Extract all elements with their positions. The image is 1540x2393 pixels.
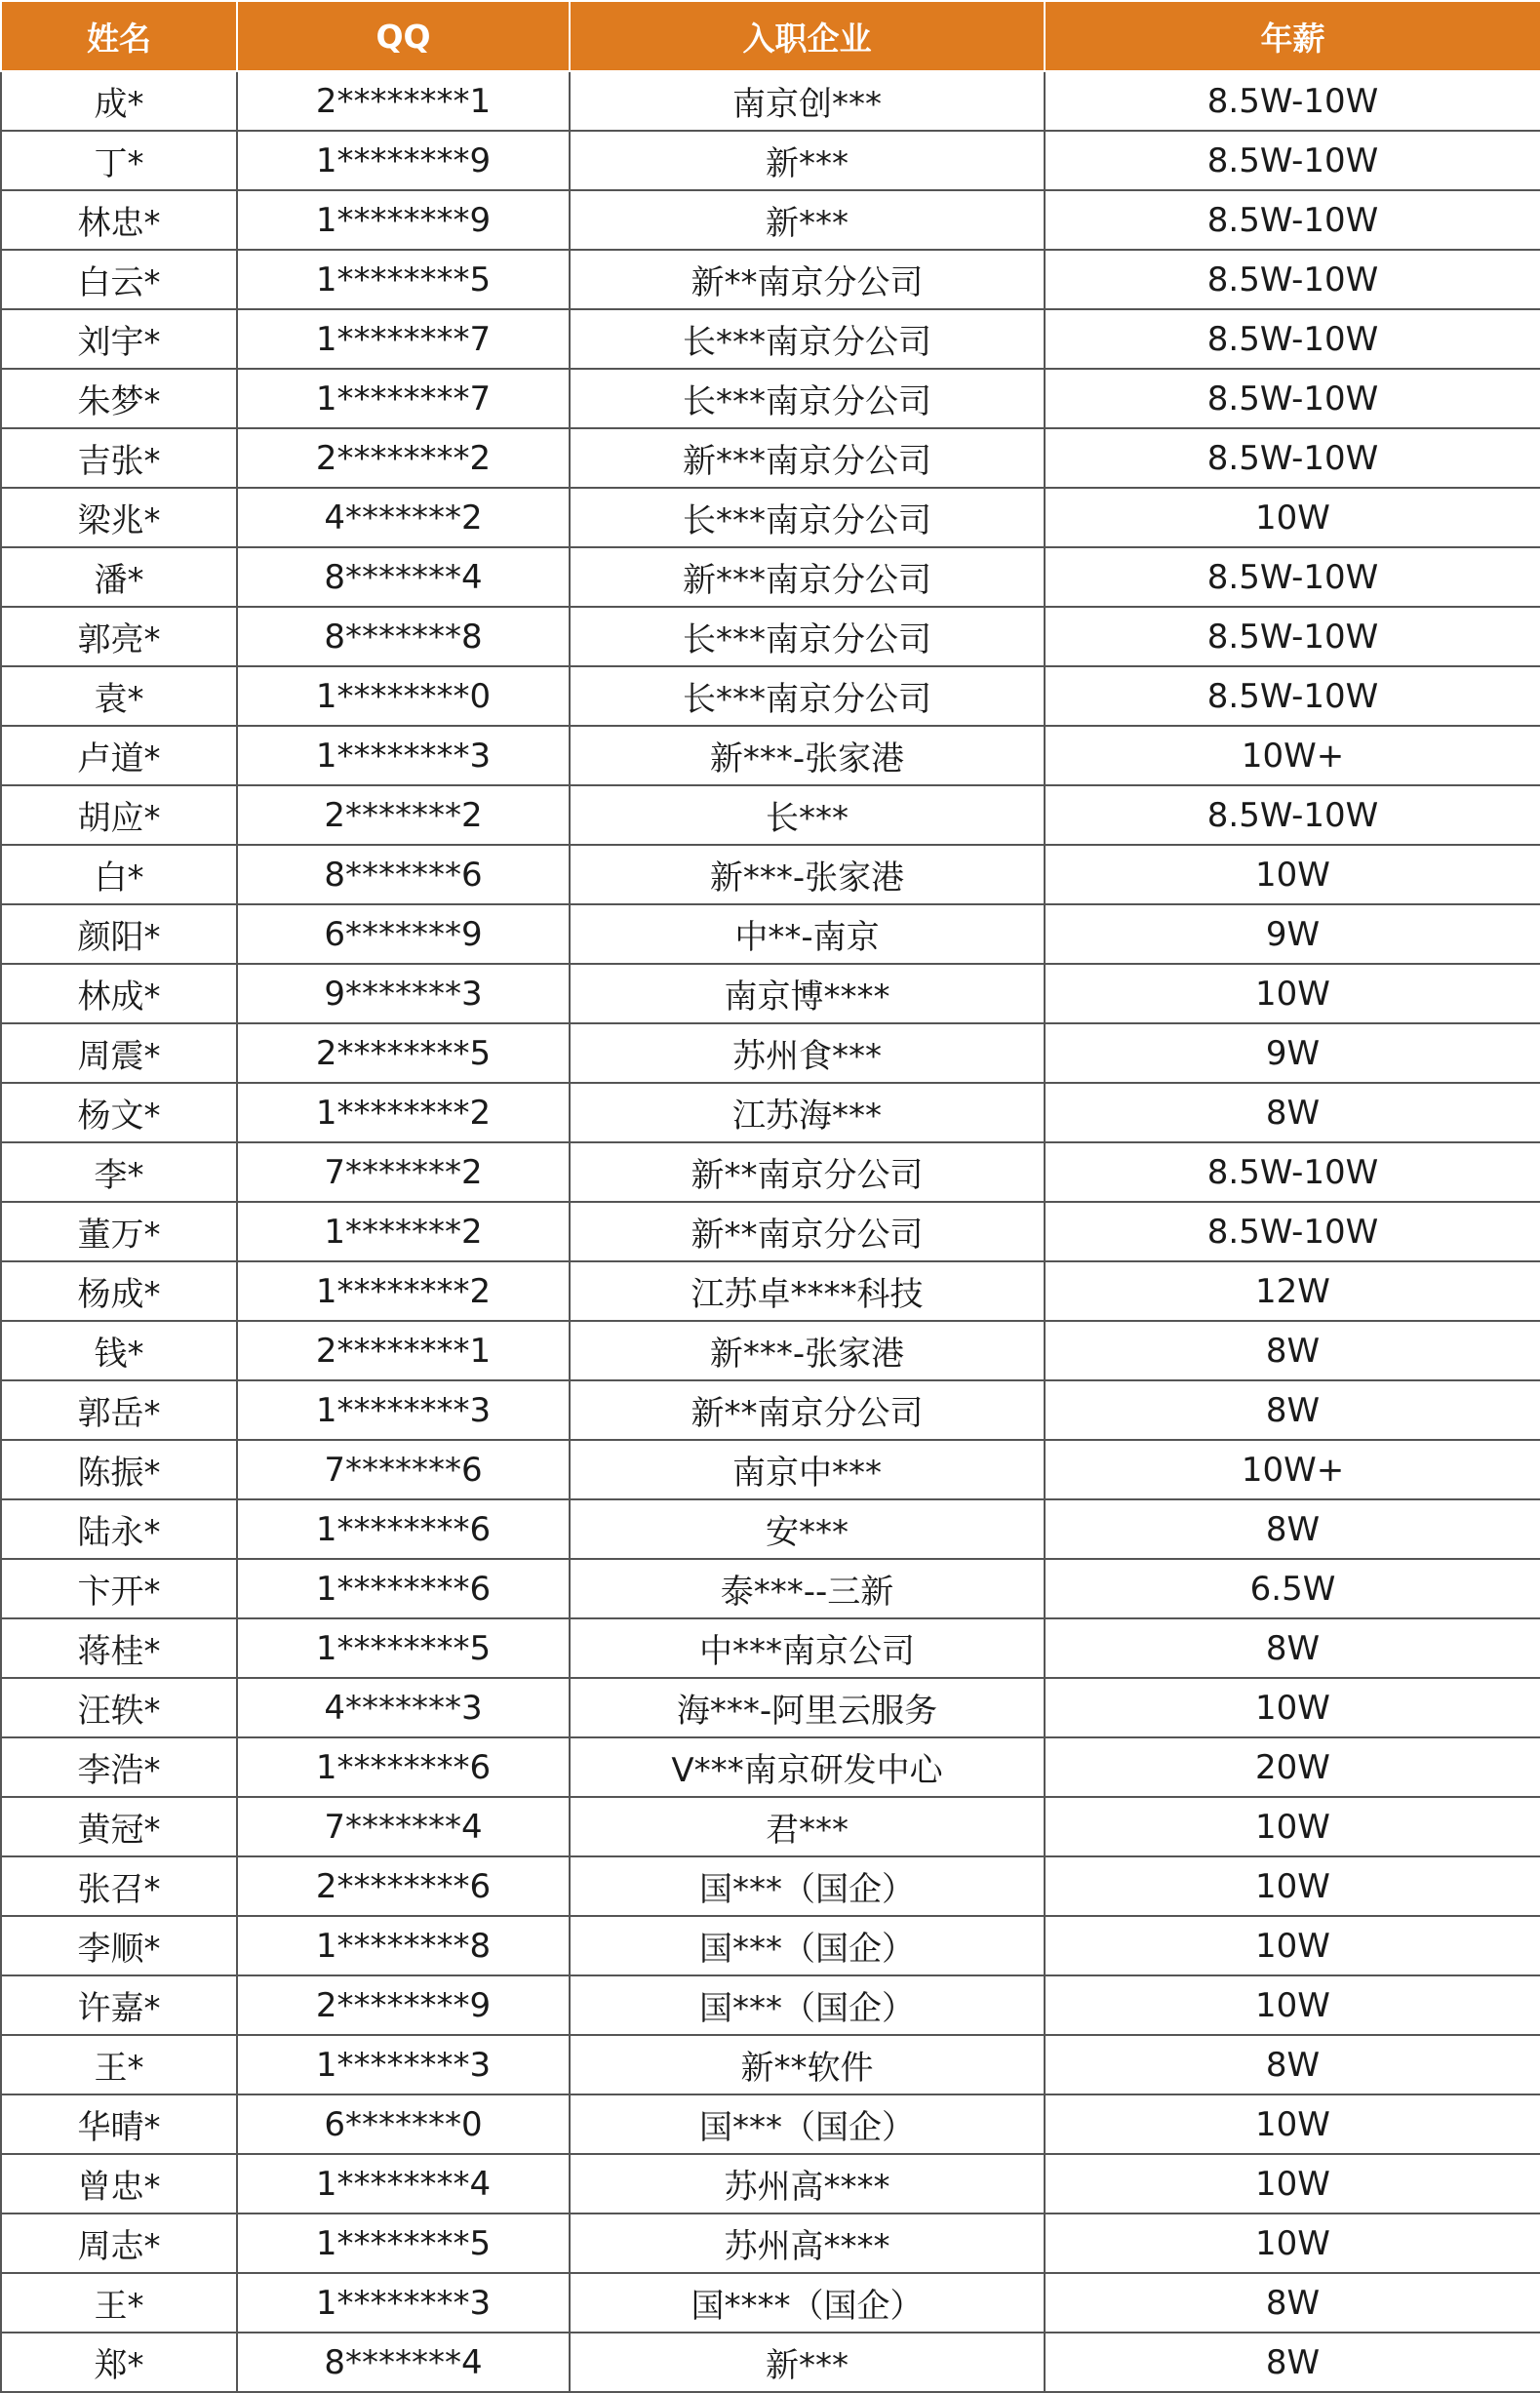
cell-salary: 10W <box>1045 964 1540 1023</box>
cell-company: 长***南京分公司 <box>570 369 1045 428</box>
cell-name: 潘* <box>1 547 237 607</box>
cell-company: 新**南京分公司 <box>570 1202 1045 1261</box>
cell-salary: 8W <box>1045 1499 1540 1559</box>
cell-salary: 8W <box>1045 2035 1540 2094</box>
cell-company: 新*** <box>570 2333 1045 2392</box>
table-row <box>1 845 1540 904</box>
cell-qq: 1********6 <box>237 1737 570 1797</box>
cell-name: 白云* <box>1 250 237 309</box>
cell-qq: 8*******8 <box>237 607 570 666</box>
table-row <box>1 1856 1540 1916</box>
cell-salary: 8W <box>1045 1083 1540 1142</box>
cell-qq: 6*******9 <box>237 904 570 964</box>
cell-salary: 8W <box>1045 1380 1540 1440</box>
cell-salary: 10W <box>1045 2094 1540 2154</box>
header-salary: 年薪 <box>1045 1 1540 71</box>
cell-qq: 7*******6 <box>237 1440 570 1499</box>
cell-company: 国***（国企） <box>570 1856 1045 1916</box>
cell-salary: 8.5W-10W <box>1045 131 1540 190</box>
table-row <box>1 1559 1540 1618</box>
cell-salary: 20W <box>1045 1737 1540 1797</box>
cell-qq: 4*******3 <box>237 1678 570 1737</box>
cell-salary: 8W <box>1045 2273 1540 2333</box>
table-row <box>1 1499 1540 1559</box>
cell-company: 新**南京分公司 <box>570 1142 1045 1202</box>
cell-company: 南京创*** <box>570 71 1045 131</box>
cell-qq: 1********9 <box>237 190 570 250</box>
cell-qq: 1********5 <box>237 1618 570 1678</box>
table-header <box>1 1 1540 71</box>
cell-salary: 8.5W-10W <box>1045 547 1540 607</box>
cell-name: 胡应* <box>1 785 237 845</box>
table-row <box>1 547 1540 607</box>
cell-name: 颜阳* <box>1 904 237 964</box>
cell-name: 卢道* <box>1 726 237 785</box>
cell-name: 白* <box>1 845 237 904</box>
table-row <box>1 1142 1540 1202</box>
table-row <box>1 1975 1540 2035</box>
cell-salary: 8.5W-10W <box>1045 785 1540 845</box>
cell-qq: 1********3 <box>237 2035 570 2094</box>
cell-salary: 8.5W-10W <box>1045 190 1540 250</box>
cell-qq: 1********3 <box>237 1380 570 1440</box>
cell-qq: 1********8 <box>237 1916 570 1975</box>
cell-salary: 10W <box>1045 1916 1540 1975</box>
table-row <box>1 2333 1540 2392</box>
table-row <box>1 1678 1540 1737</box>
cell-salary: 9W <box>1045 904 1540 964</box>
cell-qq: 2********1 <box>237 71 570 131</box>
cell-company: 苏州高**** <box>570 2214 1045 2273</box>
cell-salary: 10W <box>1045 1856 1540 1916</box>
cell-name: 郭亮* <box>1 607 237 666</box>
cell-qq: 1********5 <box>237 2214 570 2273</box>
header-row <box>1 1 1540 71</box>
cell-qq: 1********9 <box>237 131 570 190</box>
cell-salary: 10W <box>1045 1797 1540 1856</box>
cell-name: 汪轶* <box>1 1678 237 1737</box>
cell-qq: 1********6 <box>237 1559 570 1618</box>
cell-name: 李顺* <box>1 1916 237 1975</box>
cell-name: 李* <box>1 1142 237 1202</box>
cell-company: 中**-南京 <box>570 904 1045 964</box>
cell-company: 新**南京分公司 <box>570 250 1045 309</box>
cell-name: 吉张* <box>1 428 237 488</box>
cell-name: 杨成* <box>1 1261 237 1321</box>
cell-company: 苏州高**** <box>570 2154 1045 2214</box>
cell-qq: 1********3 <box>237 726 570 785</box>
table-row <box>1 1916 1540 1975</box>
cell-salary: 10W+ <box>1045 726 1540 785</box>
table-row <box>1 1737 1540 1797</box>
cell-salary: 10W+ <box>1045 1440 1540 1499</box>
cell-company: 君*** <box>570 1797 1045 1856</box>
cell-company: 江苏海*** <box>570 1083 1045 1142</box>
cell-company: 新**软件 <box>570 2035 1045 2094</box>
cell-name: 梁兆* <box>1 488 237 547</box>
table-row <box>1 190 1540 250</box>
cell-company: 长*** <box>570 785 1045 845</box>
cell-name: 钱* <box>1 1321 237 1380</box>
table-row <box>1 1440 1540 1499</box>
cell-name: 成* <box>1 71 237 131</box>
cell-qq: 7*******4 <box>237 1797 570 1856</box>
cell-salary: 8W <box>1045 2333 1540 2392</box>
cell-salary: 6.5W <box>1045 1559 1540 1618</box>
table-row <box>1 1023 1540 1083</box>
cell-salary: 8.5W-10W <box>1045 1142 1540 1202</box>
cell-company: V***南京研发中心 <box>570 1737 1045 1797</box>
cell-salary: 12W <box>1045 1261 1540 1321</box>
cell-salary: 8.5W-10W <box>1045 309 1540 369</box>
cell-company: 新*** <box>570 190 1045 250</box>
cell-qq: 8*******4 <box>237 2333 570 2392</box>
cell-qq: 2********5 <box>237 1023 570 1083</box>
header-name: 姓名 <box>1 1 237 71</box>
cell-company: 南京博**** <box>570 964 1045 1023</box>
cell-salary: 10W <box>1045 2214 1540 2273</box>
cell-name: 卞开* <box>1 1559 237 1618</box>
cell-salary: 10W <box>1045 1678 1540 1737</box>
cell-qq: 1********7 <box>237 369 570 428</box>
cell-qq: 8*******4 <box>237 547 570 607</box>
cell-company: 南京中*** <box>570 1440 1045 1499</box>
cell-name: 华晴* <box>1 2094 237 2154</box>
table-row <box>1 428 1540 488</box>
table-row <box>1 726 1540 785</box>
table-row <box>1 488 1540 547</box>
cell-qq: 1********0 <box>237 666 570 726</box>
cell-name: 王* <box>1 2035 237 2094</box>
cell-qq: 1********2 <box>237 1261 570 1321</box>
cell-qq: 9*******3 <box>237 964 570 1023</box>
cell-name: 王* <box>1 2273 237 2333</box>
cell-company: 长***南京分公司 <box>570 666 1045 726</box>
table-row <box>1 2273 1540 2333</box>
cell-name: 曾忠* <box>1 2154 237 2214</box>
table-row <box>1 1618 1540 1678</box>
header-company: 入职企业 <box>570 1 1045 71</box>
cell-company: 新***南京分公司 <box>570 428 1045 488</box>
cell-name: 李浩* <box>1 1737 237 1797</box>
cell-name: 陈振* <box>1 1440 237 1499</box>
cell-salary: 9W <box>1045 1023 1540 1083</box>
cell-company: 新***南京分公司 <box>570 547 1045 607</box>
cell-company: 长***南京分公司 <box>570 607 1045 666</box>
cell-qq: 2********2 <box>237 428 570 488</box>
cell-salary: 8.5W-10W <box>1045 369 1540 428</box>
cell-name: 周震* <box>1 1023 237 1083</box>
cell-name: 郑* <box>1 2333 237 2392</box>
table-row <box>1 131 1540 190</box>
cell-company: 海***-阿里云服务 <box>570 1678 1045 1737</box>
table-row <box>1 1202 1540 1261</box>
cell-company: 新***-张家港 <box>570 845 1045 904</box>
cell-qq: 8*******6 <box>237 845 570 904</box>
cell-salary: 8.5W-10W <box>1045 428 1540 488</box>
cell-company: 国****（国企） <box>570 2273 1045 2333</box>
table-row <box>1 250 1540 309</box>
table-body <box>1 71 1540 2392</box>
cell-qq: 1********5 <box>237 250 570 309</box>
cell-qq: 2********1 <box>237 1321 570 1380</box>
table-row <box>1 309 1540 369</box>
cell-salary: 8.5W-10W <box>1045 71 1540 131</box>
header-qq: QQ <box>237 1 570 71</box>
cell-qq: 7*******2 <box>237 1142 570 1202</box>
cell-salary: 10W <box>1045 2154 1540 2214</box>
table-row <box>1 607 1540 666</box>
cell-qq: 1********4 <box>237 2154 570 2214</box>
table-row <box>1 666 1540 726</box>
cell-name: 陆永* <box>1 1499 237 1559</box>
cell-name: 朱梦* <box>1 369 237 428</box>
cell-company: 国***（国企） <box>570 1975 1045 2035</box>
cell-qq: 1********2 <box>237 1083 570 1142</box>
cell-company: 长***南京分公司 <box>570 488 1045 547</box>
table-row <box>1 1380 1540 1440</box>
cell-company: 新***-张家港 <box>570 1321 1045 1380</box>
cell-name: 郭岳* <box>1 1380 237 1440</box>
cell-company: 安*** <box>570 1499 1045 1559</box>
cell-qq: 2********6 <box>237 1856 570 1916</box>
table-row <box>1 1083 1540 1142</box>
cell-name: 刘宇* <box>1 309 237 369</box>
cell-company: 中***南京公司 <box>570 1618 1045 1678</box>
cell-salary: 10W <box>1045 488 1540 547</box>
cell-qq: 1********7 <box>237 309 570 369</box>
cell-company: 苏州食*** <box>570 1023 1045 1083</box>
cell-qq: 6*******0 <box>237 2094 570 2154</box>
cell-qq: 2*******2 <box>237 785 570 845</box>
table-row <box>1 1261 1540 1321</box>
cell-company: 国***（国企） <box>570 2094 1045 2154</box>
cell-name: 林忠* <box>1 190 237 250</box>
cell-name: 周志* <box>1 2214 237 2273</box>
cell-salary: 8.5W-10W <box>1045 607 1540 666</box>
cell-company: 长***南京分公司 <box>570 309 1045 369</box>
cell-name: 袁* <box>1 666 237 726</box>
cell-qq: 1********3 <box>237 2273 570 2333</box>
table-row <box>1 369 1540 428</box>
table-row <box>1 71 1540 131</box>
table-row <box>1 904 1540 964</box>
cell-name: 董万* <box>1 1202 237 1261</box>
cell-qq: 4*******2 <box>237 488 570 547</box>
table-row <box>1 2154 1540 2214</box>
table-row <box>1 785 1540 845</box>
cell-company: 国***（国企） <box>570 1916 1045 1975</box>
cell-salary: 8W <box>1045 1618 1540 1678</box>
cell-company: 新***-张家港 <box>570 726 1045 785</box>
cell-qq: 2********9 <box>237 1975 570 2035</box>
cell-name: 张召* <box>1 1856 237 1916</box>
cell-company: 泰***--三新 <box>570 1559 1045 1618</box>
cell-salary: 8.5W-10W <box>1045 1202 1540 1261</box>
table-row <box>1 2035 1540 2094</box>
cell-qq: 1*******2 <box>237 1202 570 1261</box>
cell-company: 江苏卓****科技 <box>570 1261 1045 1321</box>
cell-name: 杨文* <box>1 1083 237 1142</box>
table-row <box>1 2094 1540 2154</box>
table-row <box>1 964 1540 1023</box>
cell-name: 丁* <box>1 131 237 190</box>
cell-company: 新**南京分公司 <box>570 1380 1045 1440</box>
cell-salary: 10W <box>1045 1975 1540 2035</box>
table-row <box>1 2214 1540 2273</box>
table-row <box>1 1797 1540 1856</box>
cell-company: 新*** <box>570 131 1045 190</box>
cell-name: 蒋桂* <box>1 1618 237 1678</box>
cell-salary: 8.5W-10W <box>1045 250 1540 309</box>
cell-salary: 8W <box>1045 1321 1540 1380</box>
cell-qq: 1********6 <box>237 1499 570 1559</box>
table-row <box>1 1321 1540 1380</box>
cell-salary: 8.5W-10W <box>1045 666 1540 726</box>
cell-salary: 10W <box>1045 845 1540 904</box>
cell-name: 许嘉* <box>1 1975 237 2035</box>
cell-name: 林成* <box>1 964 237 1023</box>
cell-name: 黄冠* <box>1 1797 237 1856</box>
